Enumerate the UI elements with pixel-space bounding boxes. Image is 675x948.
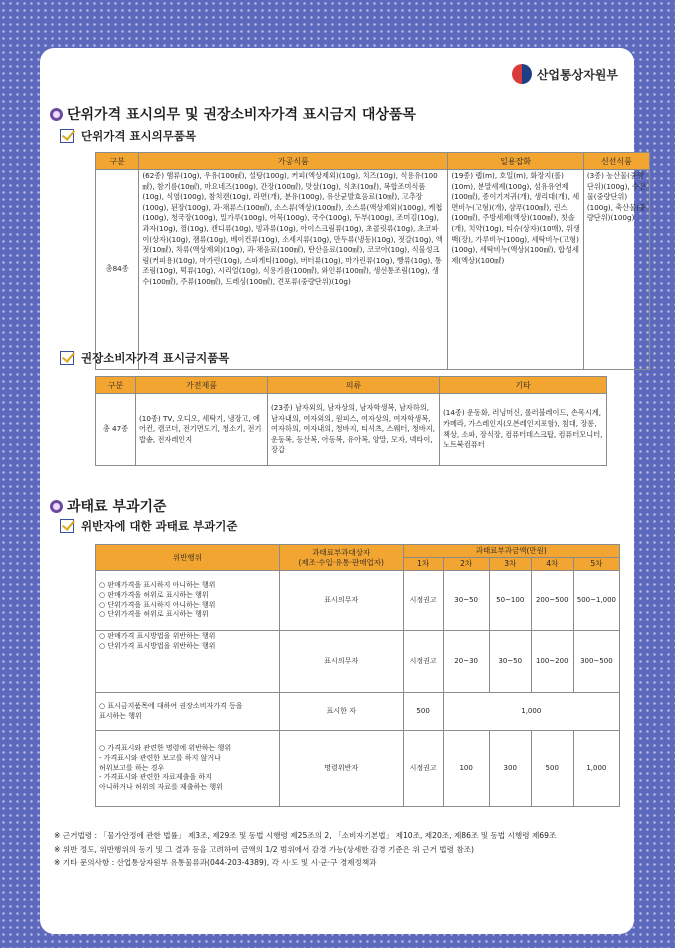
header-appliances: 가전제품 [136, 377, 268, 394]
amount-2: 20~30 [443, 631, 489, 693]
subsection-title-penalty [60, 518, 237, 534]
table-row [96, 571, 620, 631]
subsection-title-unit-price [60, 128, 196, 144]
header-others: 기타 [440, 377, 607, 394]
note-legal-basis: ※ 근거법령 : 「물가안정에 관한 법률」 제3조, 제29조 및 동법 시행령 제25조의 2, 「소비자기본법」 제10조, 제20조, 제86조 및 동법 시행령 제69조 [54, 831, 557, 840]
penalty-table [95, 544, 620, 807]
header-count-4: 4차 [531, 558, 573, 571]
amount-4: 100~200 [531, 631, 573, 693]
header-processed-food: 가공식품 [139, 153, 448, 170]
amount-1: 시정권고 [403, 571, 443, 631]
subsection-title-msrp [60, 350, 229, 366]
checkbox-icon [60, 129, 74, 143]
section-title-text: 단위가격 표시의무 및 권장소비자가격 표시금지 대상품목 [67, 107, 416, 123]
subsection-title-text: 권장소비자가격 표시금지품목 [81, 351, 230, 365]
table-row [96, 631, 620, 693]
violation-cell: ○ 판매가격을 표시하지 아니하는 행위 ○ 판매가격을 허위로 표시하는 행위 ○ 단위가격을 표시하지 아니하는 행위 ○ 단위가격을 허위로 표시하는 행위 [96, 571, 280, 631]
unit-price-table [95, 152, 650, 370]
header-count-5: 5차 [573, 558, 619, 571]
amount-rest: 1,000 [443, 693, 619, 731]
target-cell: 표시한 자 [279, 693, 403, 731]
table-row [96, 693, 620, 731]
amount-3: 300 [489, 731, 531, 807]
header-category: 구분 [96, 153, 139, 170]
amount-2: 100 [443, 731, 489, 807]
table-row [96, 170, 650, 370]
amount-4: 500 [531, 731, 573, 807]
footnotes [54, 830, 620, 871]
header-daily-goods: 일용잡화 [448, 153, 584, 170]
row-label: 총 47종 [96, 394, 136, 466]
amount-5: 500~1,000 [573, 571, 619, 631]
amount-1: 시정권고 [403, 631, 443, 693]
amount-4: 200~500 [531, 571, 573, 631]
table-row [96, 731, 620, 807]
note-contact: ※ 기타 문의사항 : 산업통상자원부 유통물류과(044-203-4389), 각 시·도 및 시·군·구 경제정책과 [54, 858, 377, 867]
section-title-penalty [50, 496, 167, 516]
header-count-3: 3차 [489, 558, 531, 571]
amount-5: 1,000 [573, 731, 619, 807]
amount-3: 30~50 [489, 631, 531, 693]
note-reduction: ※ 위반 정도, 위반행위의 동기 및 그 결과 등을 고려하여 금액의 1/2 범위에서 감경 가능(상세한 감경 기준은 위 근거 법령 참조) [54, 844, 474, 854]
msrp-table [95, 376, 607, 466]
subsection-title-text: 단위가격 표시의무품목 [81, 129, 197, 143]
header-clothing: 의류 [268, 377, 440, 394]
section-title-labeling [50, 104, 416, 124]
table-row [96, 394, 607, 466]
amount-1: 500 [403, 693, 443, 731]
subsection-title-text: 위반자에 대한 과태료 부과기준 [81, 519, 238, 533]
target-cell: 표시의무자 [279, 631, 403, 693]
target-cell: 명령위반자 [279, 731, 403, 807]
target-cell: 표시의무자 [279, 571, 403, 631]
header-category: 구분 [96, 377, 136, 394]
amount-1: 시정권고 [403, 731, 443, 807]
table-header-row [96, 545, 620, 558]
header-violation: 위반행위 [96, 545, 280, 571]
header-count-2: 2차 [443, 558, 489, 571]
violation-cell: ○ 가격표시와 관련한 명령에 위반하는 행위 - 가격표시와 관련한 보고를 하지 않거나 허위보고를 하는 경우 - 가격표시와 관련한 자료제출을 하지 아니하거나 허위의 자료를 제출하는 행위 [96, 731, 280, 807]
ministry-logo [512, 64, 618, 84]
amount-2: 30~50 [443, 571, 489, 631]
section-title-text: 과태료 부과기준 [67, 499, 167, 515]
ministry-name: 산업통상자원부 [536, 67, 618, 82]
fresh-food-items: (3종) 농산물(중량단위)(100g), 수산물(중량단위)(100g), 축산물(중량단위)(100g) [583, 170, 649, 370]
header-fresh-food: 신선식품 [583, 153, 649, 170]
amount-5: 300~500 [573, 631, 619, 693]
appliance-items: (10종) TV, 오디오, 세탁기, 냉장고, 에어컨, 캠코더, 전기면도기, 청소기, 전기밥솥, 전자레인지 [136, 394, 268, 466]
daily-goods-items: (19종) 랩(m), 호일(m), 화장지(롤)(10m), 분말세제(100g), 섬유유연제(100㎖), 종이기저귀(개), 생리대(개), 세면비누(고형)(개), 샴푸(100㎖), 린스(100㎖), 주방세제(액상)(100㎖), 칫솔(개), 치약(10g), 티슈(상자)(10매), 위생백(장), 가루비누(100g), 세탁비누(고형)(100g), 세탁비누(액상)(100㎖), 합성세제(액상)(100㎖) [448, 170, 584, 370]
processed-food-items: (62종) 햄류(10g), 우유(100㎖), 설탕(100g), 커피(액상제외)(10g), 치즈(10g), 식용유(100㎖), 참기름(10㎖), 마요네즈(100g), 간장(100㎖), 맛살(10g), 식초(10㎖), 복합조미식품(10g), 식염(100g), 참치캔(10g), 라면(개), 분유(100g), 유산균발효음료(10㎖), 고추장(100g), 된장(100g), 과·채류스(100㎖), 소스류(액상)(100㎖), 소스류(액상제외)(100g), 케첩(100g), 청국장(100g), 밀가루(100g), 어묵(100g), 국수(100g), 두부(100g), 조미김(10g), 과자(10g), 껌(10g), 캔디류(10g), 빙과류(10g), 아이스크림류(10g), 초콜릿류(10g), 초코파이(상자)(10g), 잼류(10g), 베이컨류(10g), 소세지류(10g), 만두류(냉동)(10g), 젓갈(10g), 엑젓(10㎖), 차류(액상제외)(10g), 과·채음료(100㎖), 탄산음료(100㎖), 코코아(10g), 식물성크림(커피용)(10g), 마가린(10g), 스파게티(100g), 버터류(10g), 마가린류(10g), 빵류(10g), 통조림(10g), 떡류(10g), 시리얼(10g), 식용기름(100㎖), 와인류(100㎖), 생선통조림(10g), 생수(100㎖), 주류(100㎖), 드레싱(100㎖), 견포류(중량단위)(10g) [139, 170, 448, 370]
header-amount: 과태료부과금액(만원) [403, 545, 619, 558]
bullet-circle-icon [50, 500, 63, 513]
row-label: 총84종 [96, 170, 139, 370]
document-page [40, 48, 646, 934]
table-header-row [96, 153, 650, 170]
table-header-row [96, 377, 607, 394]
checkbox-icon [60, 351, 74, 365]
clothing-items: (23종) 남자외의, 남자상의, 남자학생복, 남자하의, 남자내의, 여자외의, 원피스, 여자상의, 여자학생복, 여자하의, 여자내의, 청바지, 티셔츠, 스웨터, 청바지, 운동복, 등산복, 아동복, 유아복, 양말, 모자, 넥타이, 장갑 [268, 394, 440, 466]
amount-3: 50~100 [489, 571, 531, 631]
checkbox-icon [60, 519, 74, 533]
header-target: 과태료부과대상자 (제조·수입·유통·판매업자) [279, 545, 403, 571]
header-count-1: 1차 [403, 558, 443, 571]
violation-cell: ○ 판매가격 표시방법을 위반하는 행위 ○ 단위가격 표시방법을 위반하는 행위 [96, 631, 280, 693]
bullet-circle-icon [50, 108, 63, 121]
taegeuk-logo-icon [512, 64, 532, 84]
violation-cell: ○ 표시금지품목에 대하여 권장소비자가격 등을 표시하는 행위 [96, 693, 280, 731]
other-items: (14종) 운동화, 러닝머신, 롤러블레이드, 손목시계, 카메라, 가스레인지(오븐레인지포함), 침대, 장롱, 책상, 소파, 장식장, 컴퓨터데스크탑, 컴퓨터모니터, 노트북컴퓨터 [440, 394, 607, 466]
